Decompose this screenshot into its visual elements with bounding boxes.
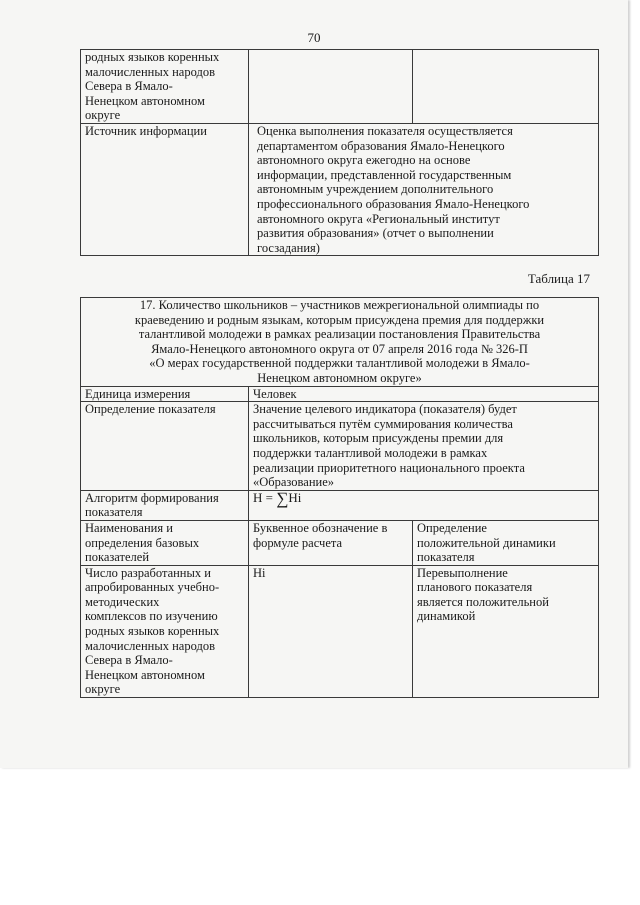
source-value: Оценка выполнения показателя осуществляется департаментом образования Ямало-Ненецкого автономного округа ежегодно на основе информации, представленной государственным автономным учреждением дополнительного профессионального образования Ямало-Ненецкого автономного округа «Региональный институт развития образования» (отчет о выполнении госзадания) [249, 123, 599, 255]
table-caption: Таблица 17 [527, 271, 590, 286]
base-indicator-symbol: Hi [249, 565, 413, 697]
table-row [81, 298, 599, 387]
formula-right: Hi [288, 489, 302, 505]
formula-left: H = [253, 489, 277, 505]
definition-label: Определение показателя [81, 402, 249, 491]
table-row [81, 402, 599, 491]
table-row [81, 386, 599, 402]
page-number: 70 [307, 30, 321, 45]
symbol-cell [249, 50, 413, 124]
unit-label: Единица измерения [81, 386, 249, 402]
base-header-symbol: Буквенное обозначение в формуле расчета [249, 520, 413, 565]
base-header-dynamics: Определение положительной динамики показателя [413, 520, 599, 565]
table-16-continued [80, 49, 599, 256]
base-header-name: Наименования и определения базовых показателей [81, 520, 249, 565]
base-indicator-name-cell: родных языков коренных малочисленных народов Севера в Ямало- Ненецком автономном округе [81, 50, 249, 124]
base-indicator-name: Число разработанных и апробированных учебно- методических комплексов по изучению родных языков коренных малочисленных народов Севера в Ямало- Ненецком автономном округе [81, 565, 249, 697]
indicator-title: 17. Количество школьников – участников межрегиональной олимпиады по краеведению и родным языкам, которым присуждена премия для поддержки талантливой молодежи в рамках реализации постановления Правительства Ямало-Ненецкого автономного округа от 07 апреля 2016 года № 326-П «О мерах государственной поддержки талантливой молодежи в Ямало- Ненецком автономном округе» [81, 298, 599, 387]
unit-value: Человек [249, 386, 599, 402]
source-label: Источник информации [81, 123, 249, 255]
table-row [81, 50, 599, 124]
dynamics-cell [413, 50, 599, 124]
table-row [81, 123, 599, 255]
table-17 [80, 297, 599, 698]
algorithm-label: Алгоритм формирования показателя [81, 490, 249, 520]
table-row [81, 520, 599, 565]
table-row [81, 565, 599, 697]
base-indicator-dynamics: Перевыполнение планового показателя является положительной динамикой [413, 565, 599, 697]
definition-value: Значение целевого индикатора (показателя) будет рассчитываться путём суммирования количества школьников, которым присуждены премии для поддержки талантливой молодежи в рамках реализации приоритетного национального проекта «Образование» [249, 402, 599, 491]
sum-sigma-symbol: ∑ [276, 488, 289, 508]
table-row [81, 490, 599, 520]
formula [249, 490, 599, 520]
